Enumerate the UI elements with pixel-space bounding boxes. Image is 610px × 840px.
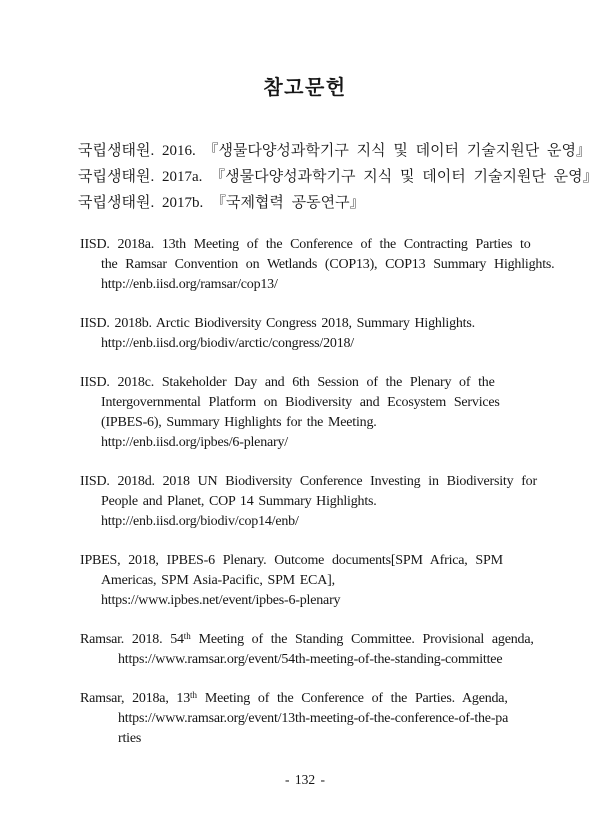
page-title: 참고문헌: [263, 77, 347, 99]
reference-line: IISD. 2018c. Stakeholder Day and 6th Session of the Plenary of the: [80, 375, 495, 390]
reference-entry: [80, 373, 610, 453]
reference-entry: [80, 689, 610, 749]
reference-text: Ramsar. 2018. 54: [80, 632, 184, 647]
reference-line: IPBES, 2018, IPBES-6 Plenary. Outcome documents[SPM Africa, SPM: [80, 553, 503, 568]
reference-text: Meeting of the Standing Committee. Provisional agenda,: [190, 632, 534, 647]
reference-url-line: https://www.ramsar.org/event/54th-meeting-of-the-standing-committee: [118, 652, 503, 667]
reference-line: 국립생태원. 2017b. 『국제협력 공동연구』: [78, 195, 365, 211]
reference-url-line: http://enb.iisd.org/ipbes/6-plenary/: [101, 435, 288, 450]
reference-line: the Ramsar Convention on Wetlands (COP13), COP13 Summary Highlights.: [101, 257, 555, 272]
reference-line: rties: [118, 731, 142, 746]
reference-entry: [80, 472, 610, 532]
reference-url-line: https://www.ramsar.org/event/13th-meeting-of-the-conference-of-the-pa: [118, 711, 509, 726]
ordinal-superscript: th: [190, 690, 198, 700]
reference-text: Ramsar, 2018a, 13: [80, 691, 191, 706]
reference-line: IISD. 2018b. Arctic Biodiversity Congress 2018, Summary Highlights.: [80, 316, 475, 331]
reference-url-line: https://www.ipbes.net/event/ipbes-6-plenary: [101, 593, 341, 608]
reference-line: 국립생태원. 2016. 『생물다양성과학기구 지식 및 데이터 기술지원단 운영』: [78, 143, 591, 159]
reference-line: [80, 630, 610, 650]
reference-line: People and Planet, COP 14 Summary Highlights.: [101, 494, 377, 509]
reference-entry: [78, 164, 610, 190]
reference-entry: [78, 190, 610, 216]
english-references-section: [80, 235, 610, 749]
reference-line: [80, 689, 610, 709]
reference-entry: [80, 551, 610, 611]
ordinal-superscript: th: [183, 631, 191, 641]
reference-line: 국립생태원. 2017a. 『생물다양성과학기구 지식 및 데이터 기술지원단 운영』: [78, 169, 598, 185]
reference-text: Meeting of the Conference of the Parties. Agenda,: [197, 691, 508, 706]
reference-line: Intergovernmental Platform on Biodiversity and Ecosystem Services: [101, 395, 500, 410]
reference-url-line: http://enb.iisd.org/biodiv/arctic/congress/2018/: [101, 336, 354, 351]
reference-line: IISD. 2018a. 13th Meeting of the Conference of the Contracting Parties to: [80, 237, 531, 252]
page-number: - 132 -: [285, 772, 325, 787]
korean-references-section: [78, 138, 610, 216]
reference-entry: [80, 630, 610, 670]
reference-url-line: http://enb.iisd.org/ramsar/cop13/: [101, 277, 278, 292]
reference-entry: [80, 235, 610, 295]
reference-entry: [80, 314, 610, 354]
reference-line: (IPBES-6), Summary Highlights for the Meeting.: [101, 415, 377, 430]
reference-url-line: http://enb.iisd.org/biodiv/cop14/enb/: [101, 514, 299, 529]
reference-line: Americas, SPM Asia-Pacific, SPM ECA],: [101, 573, 335, 588]
reference-entry: [78, 138, 610, 164]
reference-line: IISD. 2018d. 2018 UN Biodiversity Conference Investing in Biodiversity for: [80, 474, 537, 489]
